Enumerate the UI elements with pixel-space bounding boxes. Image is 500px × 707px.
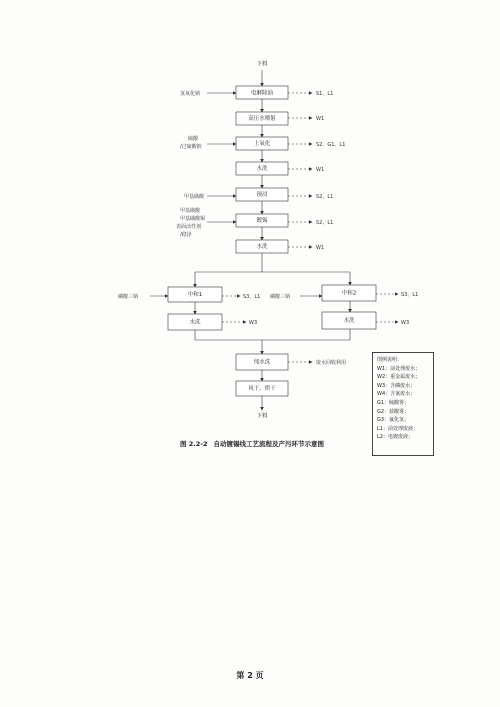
step-label: 风干、烘干 <box>248 386 276 392</box>
legend-item: G3：氟化氢； <box>377 417 410 424</box>
output-label: S2、G1、L1 <box>316 142 346 148</box>
input-label: 甲基磺酸 <box>184 194 205 200</box>
legend-box <box>372 352 434 456</box>
output-label: S2、L1 <box>316 220 334 226</box>
legend-item: W3：含磷废水； <box>377 382 416 389</box>
step-label: 水洗 <box>256 166 268 172</box>
output-label: W1 <box>316 116 325 122</box>
legend-item: W2：重金属废水； <box>377 374 421 381</box>
legend-title: 图例说明： <box>377 357 403 363</box>
step-label: 纯水洗 <box>253 359 271 366</box>
output-label: 废水回收利用 <box>316 360 347 366</box>
input-label: 甲基磺酸锡 <box>180 216 206 222</box>
output-label: S1、L1 <box>316 91 334 97</box>
output-label: W3 <box>401 320 410 326</box>
legend-item: W1：前处理废水； <box>377 365 421 372</box>
page-number: 第 2 页 <box>236 671 264 680</box>
flow-output-label: 下料 <box>256 413 268 420</box>
step-label: 中和1 <box>187 292 203 298</box>
step-label: 镀锡 <box>256 218 268 224</box>
step-label: 高压水喷射 <box>248 116 276 122</box>
input-label: 甲基磺酸 <box>180 208 201 214</box>
figure-caption <box>180 439 380 448</box>
step-label: 中和2 <box>341 290 357 297</box>
process-boxes <box>168 86 376 396</box>
output-label: S3、L1 <box>243 294 261 300</box>
input-label: /过硫酸钠 <box>180 144 202 150</box>
step-label: 水洗 <box>256 244 268 250</box>
input-label: 表面活性剂 <box>176 224 202 230</box>
step-label: 水洗 <box>343 318 355 324</box>
figure-title: 自动镀锡线工艺流程及产污环节示意图 <box>213 440 324 448</box>
step-label: 电解除油 <box>250 90 274 97</box>
step-label: 上氧化 <box>253 141 271 147</box>
step-label: 水洗 <box>189 319 201 326</box>
legend-item: G1：硫酸雾； <box>377 399 410 406</box>
input-label: 磷酸三钠 <box>270 294 291 300</box>
input-label: 磷酸三钠 <box>118 294 139 300</box>
legend-item: L2：电镀废液； <box>377 434 413 441</box>
input-label: 硫酸 <box>188 136 199 142</box>
output-label: S2、L1 <box>316 194 334 200</box>
figure-number: 图 2.2-2 <box>180 440 208 448</box>
step-label: 预浸 <box>256 192 268 198</box>
output-label: W1 <box>316 245 325 251</box>
input-label: /稳泽 <box>180 232 192 238</box>
legend-item: W4：含氰废水； <box>377 391 416 398</box>
output-label: S3、L1 <box>401 292 419 298</box>
legend-item: G2：盐酸雾； <box>377 408 410 415</box>
output-label: W1 <box>316 167 325 173</box>
flow-input-label: 下料 <box>256 61 268 68</box>
output-label: W3 <box>249 320 258 326</box>
legend-item: L1：前处理废液； <box>377 425 418 432</box>
input-label: 氢氧化钠 <box>180 91 201 97</box>
